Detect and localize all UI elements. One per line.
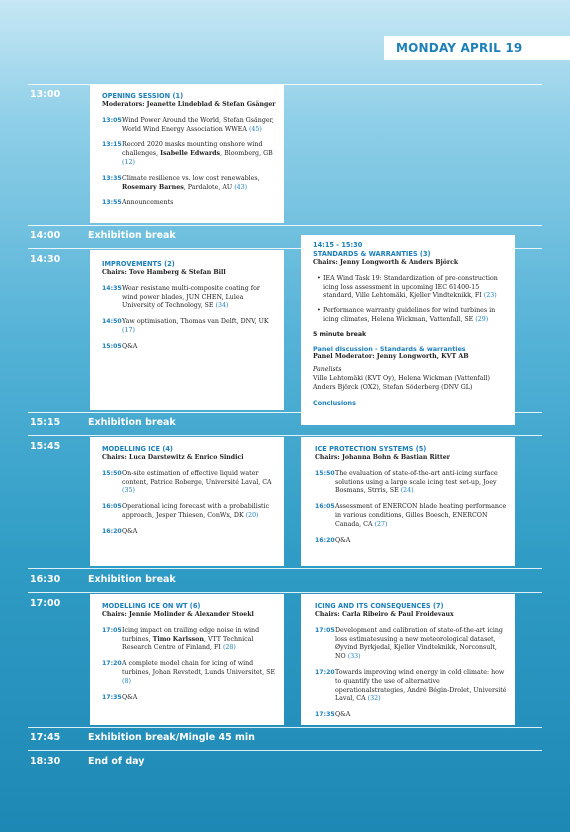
item-text: The evaluation of state-of-the-art anti-icing surface solutions using a large scale icing test set-up, Joey Bosmans, Strris, SE [335,469,498,495]
item-text: , Bloomberg, GB [220,150,273,158]
agenda-item [315,503,507,529]
icing-consequences-box [301,594,515,725]
agenda-item [315,470,507,496]
agenda-item [102,470,276,496]
time-label: 16:30 [30,574,61,585]
session-time: 14:15 - 15:30 [313,241,363,249]
item-ref: (45) [248,125,262,133]
item-ref: (43) [234,183,248,191]
item-text: , VTT Technical Research Centre of Finland, FI [122,635,254,652]
opening-session-box [90,84,284,223]
item-text: Operational icing forecast with a probabilistic approach, Jesper Thiesen, ConWx, DK [122,503,270,519]
time-label: 17:45 [30,732,61,743]
agenda-item [102,175,276,193]
divider [28,592,542,593]
item-time: 15:50 [315,469,335,477]
item-text: Q&A [122,342,138,350]
session-moderators: Moderators: Jeanette Lindeblad & Stefan Gsänger [102,101,276,108]
time-label: 15:15 [30,417,61,428]
item-ref: (20) [245,511,259,519]
item-ref: (29) [475,315,489,323]
bullet-item [313,275,507,301]
bullet-item [313,307,507,325]
item-text: Record 2020 masks mounting onshore wind challenges, [122,141,263,158]
item-speaker: Rosemary Barnes [122,183,184,191]
agenda-item [102,503,276,521]
item-text: Climate resilience vs. low cost renewables, [122,174,260,182]
item-text: Performance warranty guidelines for wind turbines in icing climates, Helena Wickman, Vattenfall, SE [323,307,496,323]
day-banner: MONDAY APRIL 19 [384,36,570,60]
item-text: Development and calibration of state-of-the-art icing loss estimatesusing a new meteorological dataset, Øyvind Byrkjedal, Kjeller Vindteknikk, Norconsult, NO [335,626,503,661]
item-ref: (28) [222,644,236,652]
item-text: IEA Wind Task 19: Standardization of pre-construction icing loss assessment in upcoming IEC 61400-15 standard, Ville Lehtomäki, Kjeller Vindteknikk, FI [323,274,498,300]
session-chairs: Chairs: Tove Hamberg & Stefan Bill [102,269,226,276]
agenda-item [102,660,276,686]
item-time: 17:20 [315,668,335,676]
item-speaker: Timo Karlsson [152,635,204,643]
item-time: 17:35 [102,693,122,701]
session-title: MODELLING ICE (4) [102,445,173,453]
item-time: 13:15 [102,141,122,149]
ice-protection-box [301,437,515,566]
item-text: Icing impact on trailing edge noise in wind turbines, [122,626,260,643]
session-chairs: Chairs: Luca Darstewitz & Enrico Sindici [102,454,244,461]
item-ref: (32) [367,695,381,703]
item-ref: (33) [347,653,361,661]
agenda-item [315,711,507,720]
agenda-item [102,199,276,208]
standards-warranties-box [301,235,515,425]
session-title: OPENING SESSION (1) [102,92,184,100]
item-time: 17:20 [102,660,122,668]
item-time: 16:20 [315,536,335,544]
agenda-item [315,669,507,704]
session-chairs: Chairs: Carla Ribeiro & Paul Froidevaux [315,611,454,618]
item-ref: (23) [483,292,497,300]
session-chairs: Chairs: Jennie Molinder & Alexander Stoekl [102,611,254,618]
item-time: 13:05 [102,116,122,124]
item-text: Q&A [335,711,351,719]
item-text: Q&A [122,527,138,535]
agenda-item [102,694,276,703]
item-time: 17:35 [315,711,335,719]
five-minute-break: 5 minute break [313,330,367,338]
session-title: STANDARDS & WARRANTIES (3) [313,250,431,258]
break-label: End of day [88,756,145,767]
time-label: 13:00 [30,89,61,100]
item-text: Q&A [335,536,351,544]
panelists: Ville Lehtomäki (KVT Oy), Helena Wickman (Vattenfall) Anders Björck (OX2), Stefan Söderberg (DNV GL) [313,374,490,391]
agenda-item [315,627,507,662]
item-time: 13:35 [102,174,122,182]
item-ref: (35) [122,487,135,495]
item-ref: (17) [122,326,135,334]
panel-moderator: Panel Moderator: Jenny Longworth, KVT AB [313,353,469,361]
session-title: MODELLING ICE ON WT (6) [102,602,201,610]
conclusions: Conclusions [313,398,356,407]
agenda-item [102,141,276,167]
item-time: 15:05 [102,342,122,350]
bullet-dot: • [317,274,321,282]
item-text: A complete model chain for icing of wind turbines, Johan Revstedt, Lunds Universitet, SE [122,660,276,676]
time-label: 14:00 [30,230,61,241]
item-time: 16:05 [102,503,122,511]
time-label: 18:30 [30,756,61,767]
session-title: ICING AND ITS CONSEQUENCES (7) [315,602,444,610]
agenda-item [102,117,276,135]
agenda-item [102,318,276,336]
item-time: 14:35 [102,284,122,292]
item-time: 13:55 [102,199,122,207]
divider [28,225,542,226]
divider [28,750,542,751]
divider [28,727,542,728]
break-label: Exhibition break [88,230,176,241]
item-text: Announcements [122,199,174,207]
modelling-ice-box [90,437,284,566]
item-speaker: Isabelle Edwards [160,150,221,158]
divider [28,435,542,436]
item-time: 16:20 [102,527,122,535]
agenda-item [315,537,507,546]
time-label: 17:00 [30,598,61,609]
item-time: 15:50 [102,469,122,477]
session-title: IMPROVEMENTS (2) [102,260,175,268]
item-time: 17:05 [102,626,122,634]
time-label: 14:30 [30,254,61,265]
item-time: 16:05 [315,503,335,511]
item-text: Assessment of ENERCON blade heating performance in various conditions, Gilles Boesch, ENERCON Canada, CA [335,503,507,528]
item-text: Wear resistane multi-composite coating for wind power blades, JUN CHEN, Lulea University of Technology, SE [122,284,260,310]
divider [28,568,542,569]
item-ref: (12) [122,158,135,166]
time-label: 15:45 [30,441,61,452]
agenda-item [102,285,276,311]
item-text: , Pardalote, AU [183,183,233,191]
session-chairs: Chairs: Jenny Longworth & Anders Björck [313,259,459,266]
break-label: Exhibition break/Mingle 45 min [88,732,255,743]
panelists-label: Panelists [313,366,342,374]
improvements-box [90,250,284,410]
bullet-dot: • [317,307,321,315]
session-title: ICE PROTECTION SYSTEMS (5) [315,445,427,453]
item-ref: (24) [400,487,414,495]
item-time: 17:05 [315,626,335,634]
session-chairs: Chairs: Johanna Bohn & Bastian Ritter [315,454,450,461]
item-text: Q&A [122,693,138,701]
item-ref: (8) [122,677,131,685]
item-text: Wind Power Around the World, Stefan Gsänger, World Wind Energy Association WWEA [122,116,274,133]
break-label: Exhibition break [88,417,176,428]
modelling-ice-wt-box [90,594,284,725]
item-text: On-site estimation of effective liquid water content, Patrice Roberge, Université Laval, CA [122,469,272,486]
panel-title: Panel discussion - Standards & warranties [313,344,466,353]
item-ref: (34) [215,302,229,310]
agenda-item [102,528,276,537]
item-text: Yaw optimisation, Thomas van Delft, DNV, UK [122,318,269,326]
agenda-item [102,627,276,653]
item-time: 14:50 [102,318,122,326]
agenda-item [102,343,276,352]
item-ref: (27) [374,520,388,528]
break-label: Exhibition break [88,574,176,585]
item-text: Towards improving wind energy in cold climate: how to quantify the use of alternative operationalstrategies, André Bégin-Drolet, Université Laval, CA [335,668,507,703]
